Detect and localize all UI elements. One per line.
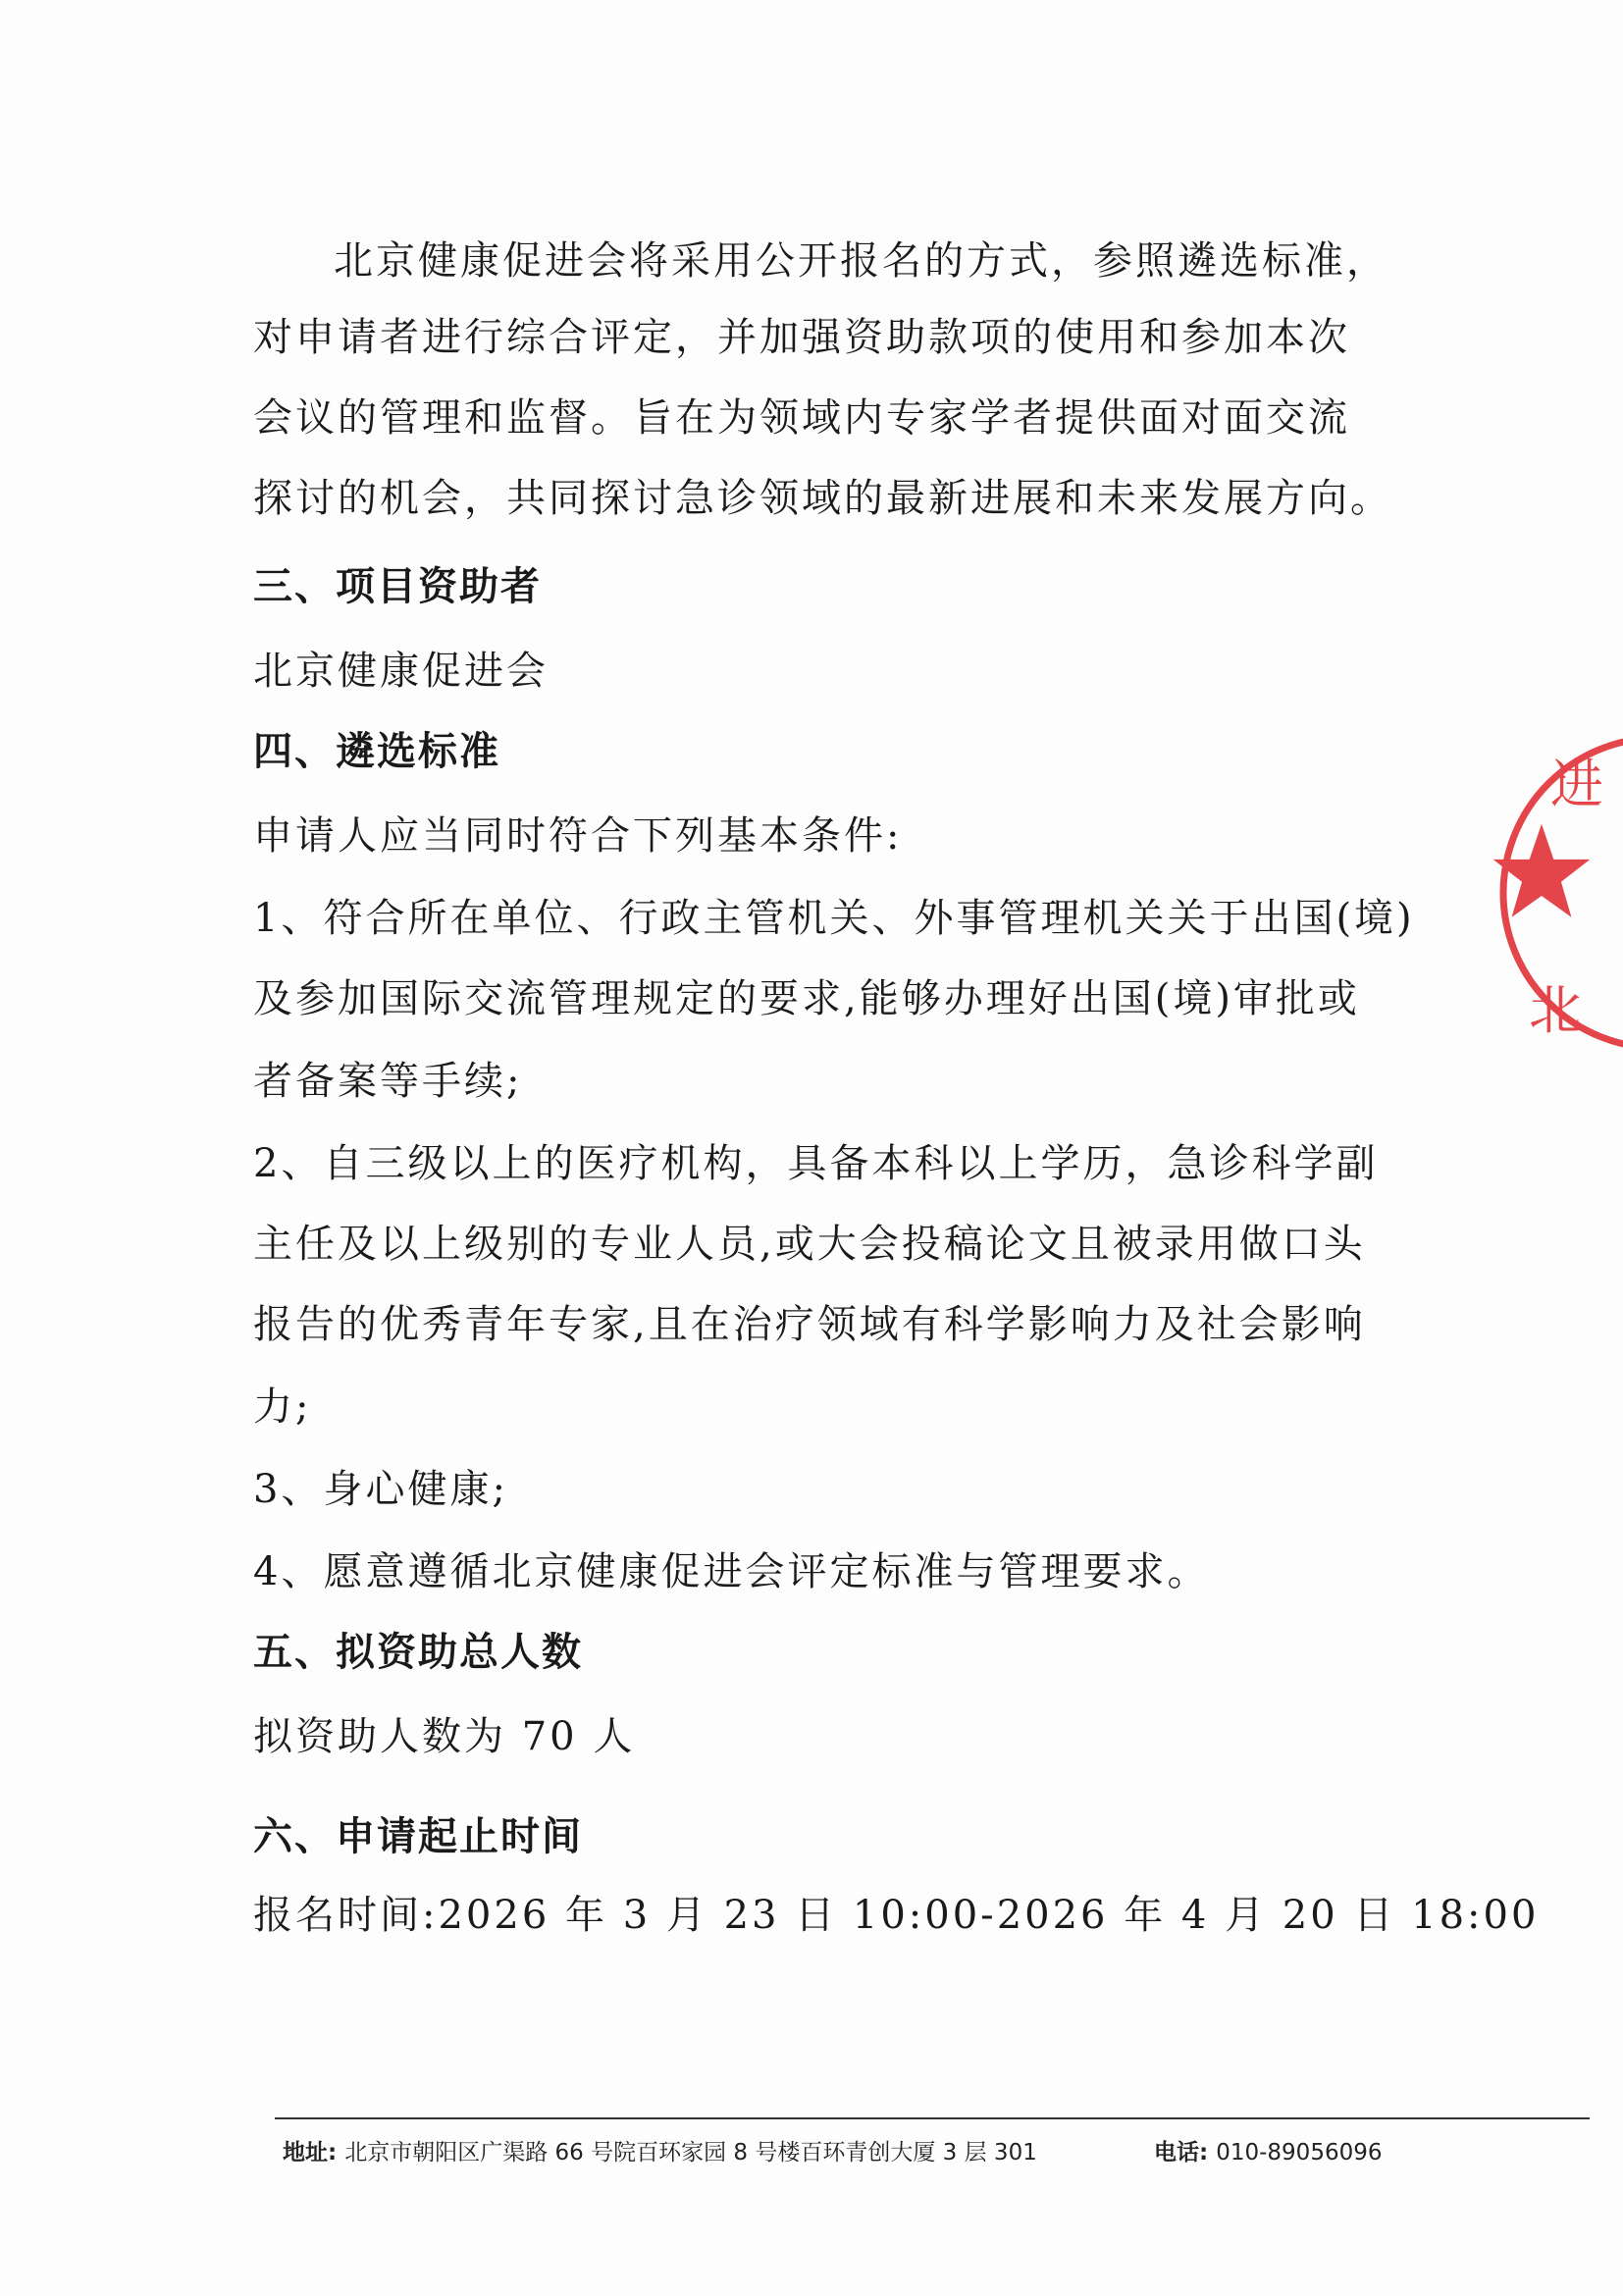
- svg-text:进: 进: [1550, 754, 1603, 815]
- address-value: 北京市朝阳区广渠路 66 号院百环家园 8 号楼百环青创大厦 3 层 301: [344, 2140, 1037, 2166]
- svg-text:北: 北: [1529, 979, 1582, 1041]
- paragraph-line: 会议的管理和监督。旨在为领域内专家学者提供面对面交流: [253, 395, 1350, 441]
- criteria-intro: 申请人应当同时符合下列基本条件:: [253, 813, 903, 859]
- criteria-2-line: 报告的优秀青年专家,且在治疗领域有科学影响力及社会影响: [253, 1302, 1366, 1347]
- criteria-1-line: 者备案等手续;: [253, 1059, 523, 1104]
- footer-address: [283, 2137, 1037, 2168]
- phone-value: 010-89056096: [1216, 2140, 1383, 2166]
- sponsor-name: 北京健康促进会: [253, 649, 549, 694]
- section-heading-count: 五、拟资助总人数: [253, 1630, 583, 1675]
- criteria-1-line: 1、符合所在单位、行政主管机关、外事管理机关关于出国(境): [253, 896, 1415, 941]
- criteria-2-line: 力;: [253, 1384, 312, 1430]
- criteria-2-line: 主任及以上级别的专业人员,或大会投稿论文且被录用做口头: [253, 1222, 1366, 1267]
- section-heading-sponsor: 三、项目资助者: [253, 564, 542, 609]
- footer-phone: [1154, 2137, 1382, 2168]
- section-heading-period: 六、申请起止时间: [253, 1814, 583, 1859]
- official-seal-icon: [1492, 726, 1623, 1060]
- section-heading-criteria: 四、遴选标准: [253, 729, 500, 774]
- criteria-2-line: 2、自三级以上的医疗机构，具备本科以上学历，急诊科学副: [253, 1141, 1379, 1186]
- criteria-3: 3、身心健康;: [253, 1467, 508, 1512]
- paragraph-line: 北京健康促进会将采用公开报名的方式，参照遴选标准，: [334, 238, 1388, 284]
- paragraph-line: 对申请者进行综合评定，并加强资助款项的使用和参加本次: [253, 315, 1350, 360]
- application-period: 报名时间:2026 年 3 月 23 日 10:00-2026 年 4 月 20 日 18:00: [253, 1893, 1540, 1938]
- paragraph-line: 探讨的机会，共同探讨急诊领域的最新进展和未来发展方向。: [253, 476, 1392, 521]
- footer-divider: [275, 2117, 1590, 2119]
- address-label: 地址:: [283, 2140, 338, 2166]
- phone-label: 电话:: [1154, 2140, 1209, 2166]
- funded-count: 拟资助人数为 70 人: [253, 1714, 636, 1759]
- criteria-1-line: 及参加国际交流管理规定的要求,能够办理好出国(境)审批或: [253, 976, 1360, 1021]
- criteria-4: 4、愿意遵循北京健康促进会评定标准与管理要求。: [253, 1549, 1210, 1594]
